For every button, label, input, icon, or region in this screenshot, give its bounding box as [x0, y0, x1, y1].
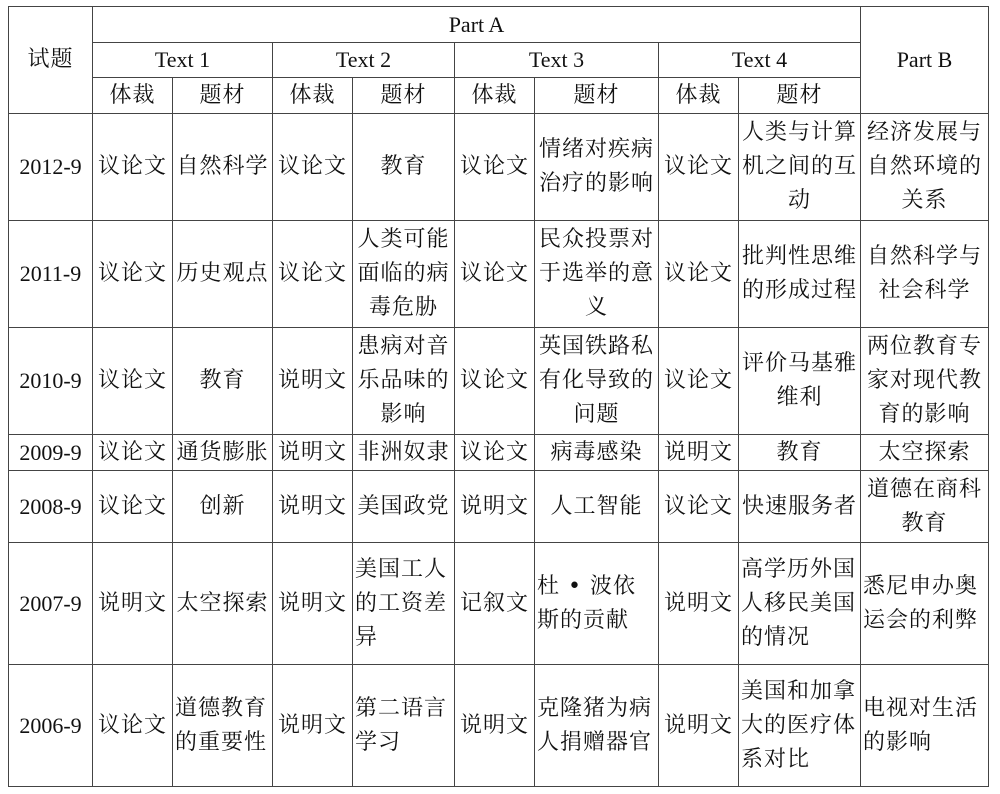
- part-b-topic: 经济发展与自然环境的关系: [861, 114, 989, 221]
- row-year: 2012-9: [9, 114, 93, 221]
- text4-genre: 议论文: [659, 221, 739, 328]
- text2-topic: 人类可能面临的病毒危胁: [353, 221, 455, 328]
- text1-genre: 议论文: [93, 471, 173, 543]
- part-b-topic: 悉尼申办奥运会的利弊: [861, 543, 989, 665]
- text3-topic: 杜 • 波依斯的贡献: [535, 543, 659, 665]
- text4-genre: 议论文: [659, 328, 739, 435]
- text3-genre: 说明文: [455, 665, 535, 787]
- table-row: [9, 543, 989, 665]
- subheader-topic: 题材: [739, 78, 861, 114]
- subheader-topic: 题材: [535, 78, 659, 114]
- row-year: 2008-9: [9, 471, 93, 543]
- table-row: [9, 114, 989, 221]
- text3-genre: 说明文: [455, 471, 535, 543]
- text2-genre: 说明文: [273, 435, 353, 471]
- row-year: 2007-9: [9, 543, 93, 665]
- text1-topic: 历史观点: [173, 221, 273, 328]
- text3-topic: 情绪对疾病治疗的影响: [535, 114, 659, 221]
- table-row: [9, 435, 989, 471]
- text4-topic: 人类与计算机之间的互动: [739, 114, 861, 221]
- header-text-2: Text 2: [273, 43, 455, 78]
- subheader-topic: 题材: [353, 78, 455, 114]
- text4-topic: 评价马基雅维利: [739, 328, 861, 435]
- part-b-topic: 道德在商科教育: [861, 471, 989, 543]
- text3-topic: 病毒感染: [535, 435, 659, 471]
- table-row: [9, 665, 989, 787]
- text1-genre: 议论文: [93, 435, 173, 471]
- text3-genre: 议论文: [455, 328, 535, 435]
- text1-genre: 议论文: [93, 114, 173, 221]
- text4-topic: 批判性思维的形成过程: [739, 221, 861, 328]
- part-b-topic: 太空探索: [861, 435, 989, 471]
- text3-genre: 议论文: [455, 435, 535, 471]
- text2-topic: 非洲奴隶: [353, 435, 455, 471]
- text1-genre: 说明文: [93, 543, 173, 665]
- text4-topic: 高学历外国人移民美国的情况: [739, 543, 861, 665]
- row-year: 2011-9: [9, 221, 93, 328]
- subheader-genre: 体裁: [93, 78, 173, 114]
- text2-genre: 说明文: [273, 471, 353, 543]
- subheader-genre: 体裁: [659, 78, 739, 114]
- text4-topic: 教育: [739, 435, 861, 471]
- text2-topic: 第二语言学习: [353, 665, 455, 787]
- text4-genre: 议论文: [659, 114, 739, 221]
- text1-genre: 议论文: [93, 665, 173, 787]
- header-exam: 试题: [9, 7, 93, 114]
- header-text-1: Text 1: [93, 43, 273, 78]
- text2-genre: 议论文: [273, 114, 353, 221]
- part-b-topic: 自然科学与社会科学: [861, 221, 989, 328]
- text1-topic: 太空探索: [173, 543, 273, 665]
- text2-genre: 说明文: [273, 665, 353, 787]
- exam-topics-table: [8, 6, 989, 787]
- text3-genre: 议论文: [455, 221, 535, 328]
- part-b-topic: 两位教育专家对现代教育的影响: [861, 328, 989, 435]
- table-row: [9, 328, 989, 435]
- text4-genre: 说明文: [659, 543, 739, 665]
- table-row: [9, 221, 989, 328]
- text3-topic: 英国铁路私有化导致的问题: [535, 328, 659, 435]
- text1-topic: 道德教育的重要性: [173, 665, 273, 787]
- text3-genre: 议论文: [455, 114, 535, 221]
- text2-topic: 美国工人的工资差异: [353, 543, 455, 665]
- text1-topic: 自然科学: [173, 114, 273, 221]
- header-text-4: Text 4: [659, 43, 861, 78]
- text3-topic: 人工智能: [535, 471, 659, 543]
- text2-topic: 教育: [353, 114, 455, 221]
- text2-topic: 患病对音乐品味的影响: [353, 328, 455, 435]
- table-row: [9, 471, 989, 543]
- text4-genre: 议论文: [659, 471, 739, 543]
- header-text-3: Text 3: [455, 43, 659, 78]
- text4-genre: 说明文: [659, 435, 739, 471]
- text1-genre: 议论文: [93, 221, 173, 328]
- text2-genre: 议论文: [273, 221, 353, 328]
- text3-topic: 克隆猪为病人捐赠器官: [535, 665, 659, 787]
- text1-topic: 创新: [173, 471, 273, 543]
- part-b-topic: 电视对生活的影响: [861, 665, 989, 787]
- row-year: 2006-9: [9, 665, 93, 787]
- text2-topic: 美国政党: [353, 471, 455, 543]
- text4-topic: 美国和加拿大的医疗体系对比: [739, 665, 861, 787]
- header-part-b: Part B: [861, 7, 989, 114]
- text4-topic: 快速服务者: [739, 471, 861, 543]
- text3-genre: 记叙文: [455, 543, 535, 665]
- text2-genre: 说明文: [273, 328, 353, 435]
- row-year: 2009-9: [9, 435, 93, 471]
- subheader-genre: 体裁: [273, 78, 353, 114]
- text1-genre: 议论文: [93, 328, 173, 435]
- text4-genre: 说明文: [659, 665, 739, 787]
- header-part-a: Part A: [93, 7, 861, 43]
- row-year: 2010-9: [9, 328, 93, 435]
- subheader-topic: 题材: [173, 78, 273, 114]
- text1-topic: 通货膨胀: [173, 435, 273, 471]
- subheader-genre: 体裁: [455, 78, 535, 114]
- text2-genre: 说明文: [273, 543, 353, 665]
- text1-topic: 教育: [173, 328, 273, 435]
- text3-topic: 民众投票对于选举的意义: [535, 221, 659, 328]
